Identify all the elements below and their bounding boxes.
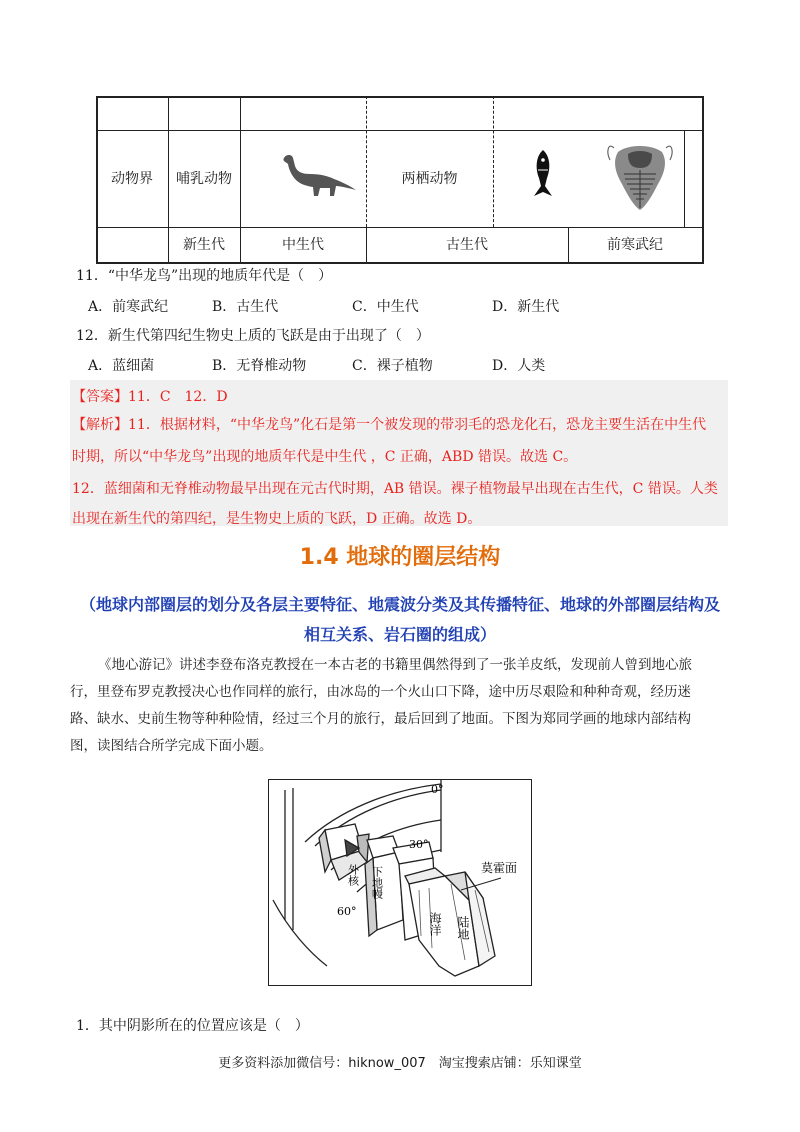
section-subtitle-2: 相互关系、岩石圈的组成） — [303, 625, 496, 644]
label-60-degree: 60° — [337, 905, 357, 918]
page-footer: 更多资料添加微信号：hiknow_007 淘宝搜索店铺：乐知课堂 — [218, 1056, 582, 1071]
analysis-line-4: 出现在新生代的第四纪，是生物史上质的飞跃，D 正确。故选 D。 — [72, 511, 482, 527]
analysis-tag: 【解析】 — [72, 417, 128, 433]
answer-tag: 【答案】 — [72, 389, 128, 405]
passage-line-4: 图，读图结合所学完成下面小题。 — [70, 738, 273, 754]
label-land: 陆地 — [456, 916, 470, 940]
passage-line-2: 行，里登布罗克教授决心也作同样的旅行，由冰岛的一个火山口下降，途中历尽艰险和种种奇观，经历迷 — [70, 684, 691, 700]
dinosaur-icon — [276, 152, 358, 198]
question-12-stem: 12．新生代第四纪生物史上质的飞跃是由于出现了（ ） — [76, 328, 430, 344]
q11-option-c[interactable]: C．中生代 — [352, 299, 419, 315]
analysis-text-1: 11．根据材料，“中华龙鸟”化石是第一个被发现的带羽毛的恐龙化石，恐龙主要生活在中生代 — [128, 417, 707, 433]
label-lower-mantle: 下地幔 — [370, 866, 384, 899]
analysis-line-1 — [72, 414, 706, 434]
analysis-line-3: 12．蓝细菌和无脊椎动物最早出现在元古代时期，AB 错误。裸子植物最早出现在古生代，C 错误。人类 — [72, 481, 718, 497]
era-mesozoic: 中生代 — [282, 237, 324, 253]
q12-option-b[interactable]: B．无脊椎动物 — [212, 358, 307, 374]
q12-option-c[interactable]: C．裸子植物 — [352, 358, 433, 374]
question-1-stem: 1．其中阴影所在的位置应该是（ ） — [76, 1018, 309, 1034]
trilobite-icon — [604, 138, 676, 212]
era-cenozoic: 新生代 — [183, 237, 225, 253]
label-ocean: 海洋 — [428, 912, 442, 936]
geologic-time-table — [96, 96, 704, 264]
earth-interior-diagram — [268, 779, 532, 986]
q12-option-a[interactable]: A．蓝细菌 — [88, 358, 155, 374]
q12-option-d[interactable]: D．人类 — [492, 358, 546, 374]
fish-icon — [532, 148, 554, 200]
answer-analysis-box — [70, 380, 728, 526]
era-precambrian: 前寒武纪 — [607, 237, 663, 253]
section-title: 1.4 地球的圈层结构 — [299, 545, 501, 570]
q11-option-d[interactable]: D．新生代 — [492, 299, 560, 315]
mammal-label: 哺乳动物 — [176, 171, 232, 187]
label-0-degree: 0° — [431, 783, 444, 796]
answer-text: 11．C 12．D — [128, 389, 228, 405]
section-subtitle-1: （地球内部圈层的划分及各层主要特征、地震波分类及其传播特征、地球的外部圈层结构及 — [79, 595, 720, 614]
label-outer-core: 外核 — [346, 864, 360, 886]
earth-structure-drawing — [269, 780, 531, 985]
label-30-degree: 30° — [409, 838, 429, 851]
kingdom-label: 动物界 — [111, 171, 153, 187]
analysis-line-2: 时期，所以“中华龙鸟”出现的地质年代是中生代 ，C 正确，ABD 错误。故选 C。 — [72, 449, 578, 465]
question-11-stem: 11．“中华龙鸟”出现的地质年代是（ ） — [76, 268, 333, 284]
label-moho: 莫霍面 — [481, 861, 518, 875]
passage-line-3: 路、缺水、史前生物等种种险情，经过三个月的旅行，最后回到了地面。下图为郑同学画的地球内部结构 — [70, 711, 691, 727]
era-paleozoic: 古生代 — [446, 237, 488, 253]
answer-line — [72, 386, 228, 406]
passage-line-1: 《地心游记》讲述李登布洛克教授在一本古老的书籍里偶然得到了一张羊皮纸，发现前人曾到地心旅 — [98, 657, 692, 673]
q11-option-b[interactable]: B．古生代 — [212, 299, 279, 315]
q11-option-a[interactable]: A．前寒武纪 — [88, 299, 169, 315]
amphibian-label: 两栖动物 — [401, 171, 458, 187]
